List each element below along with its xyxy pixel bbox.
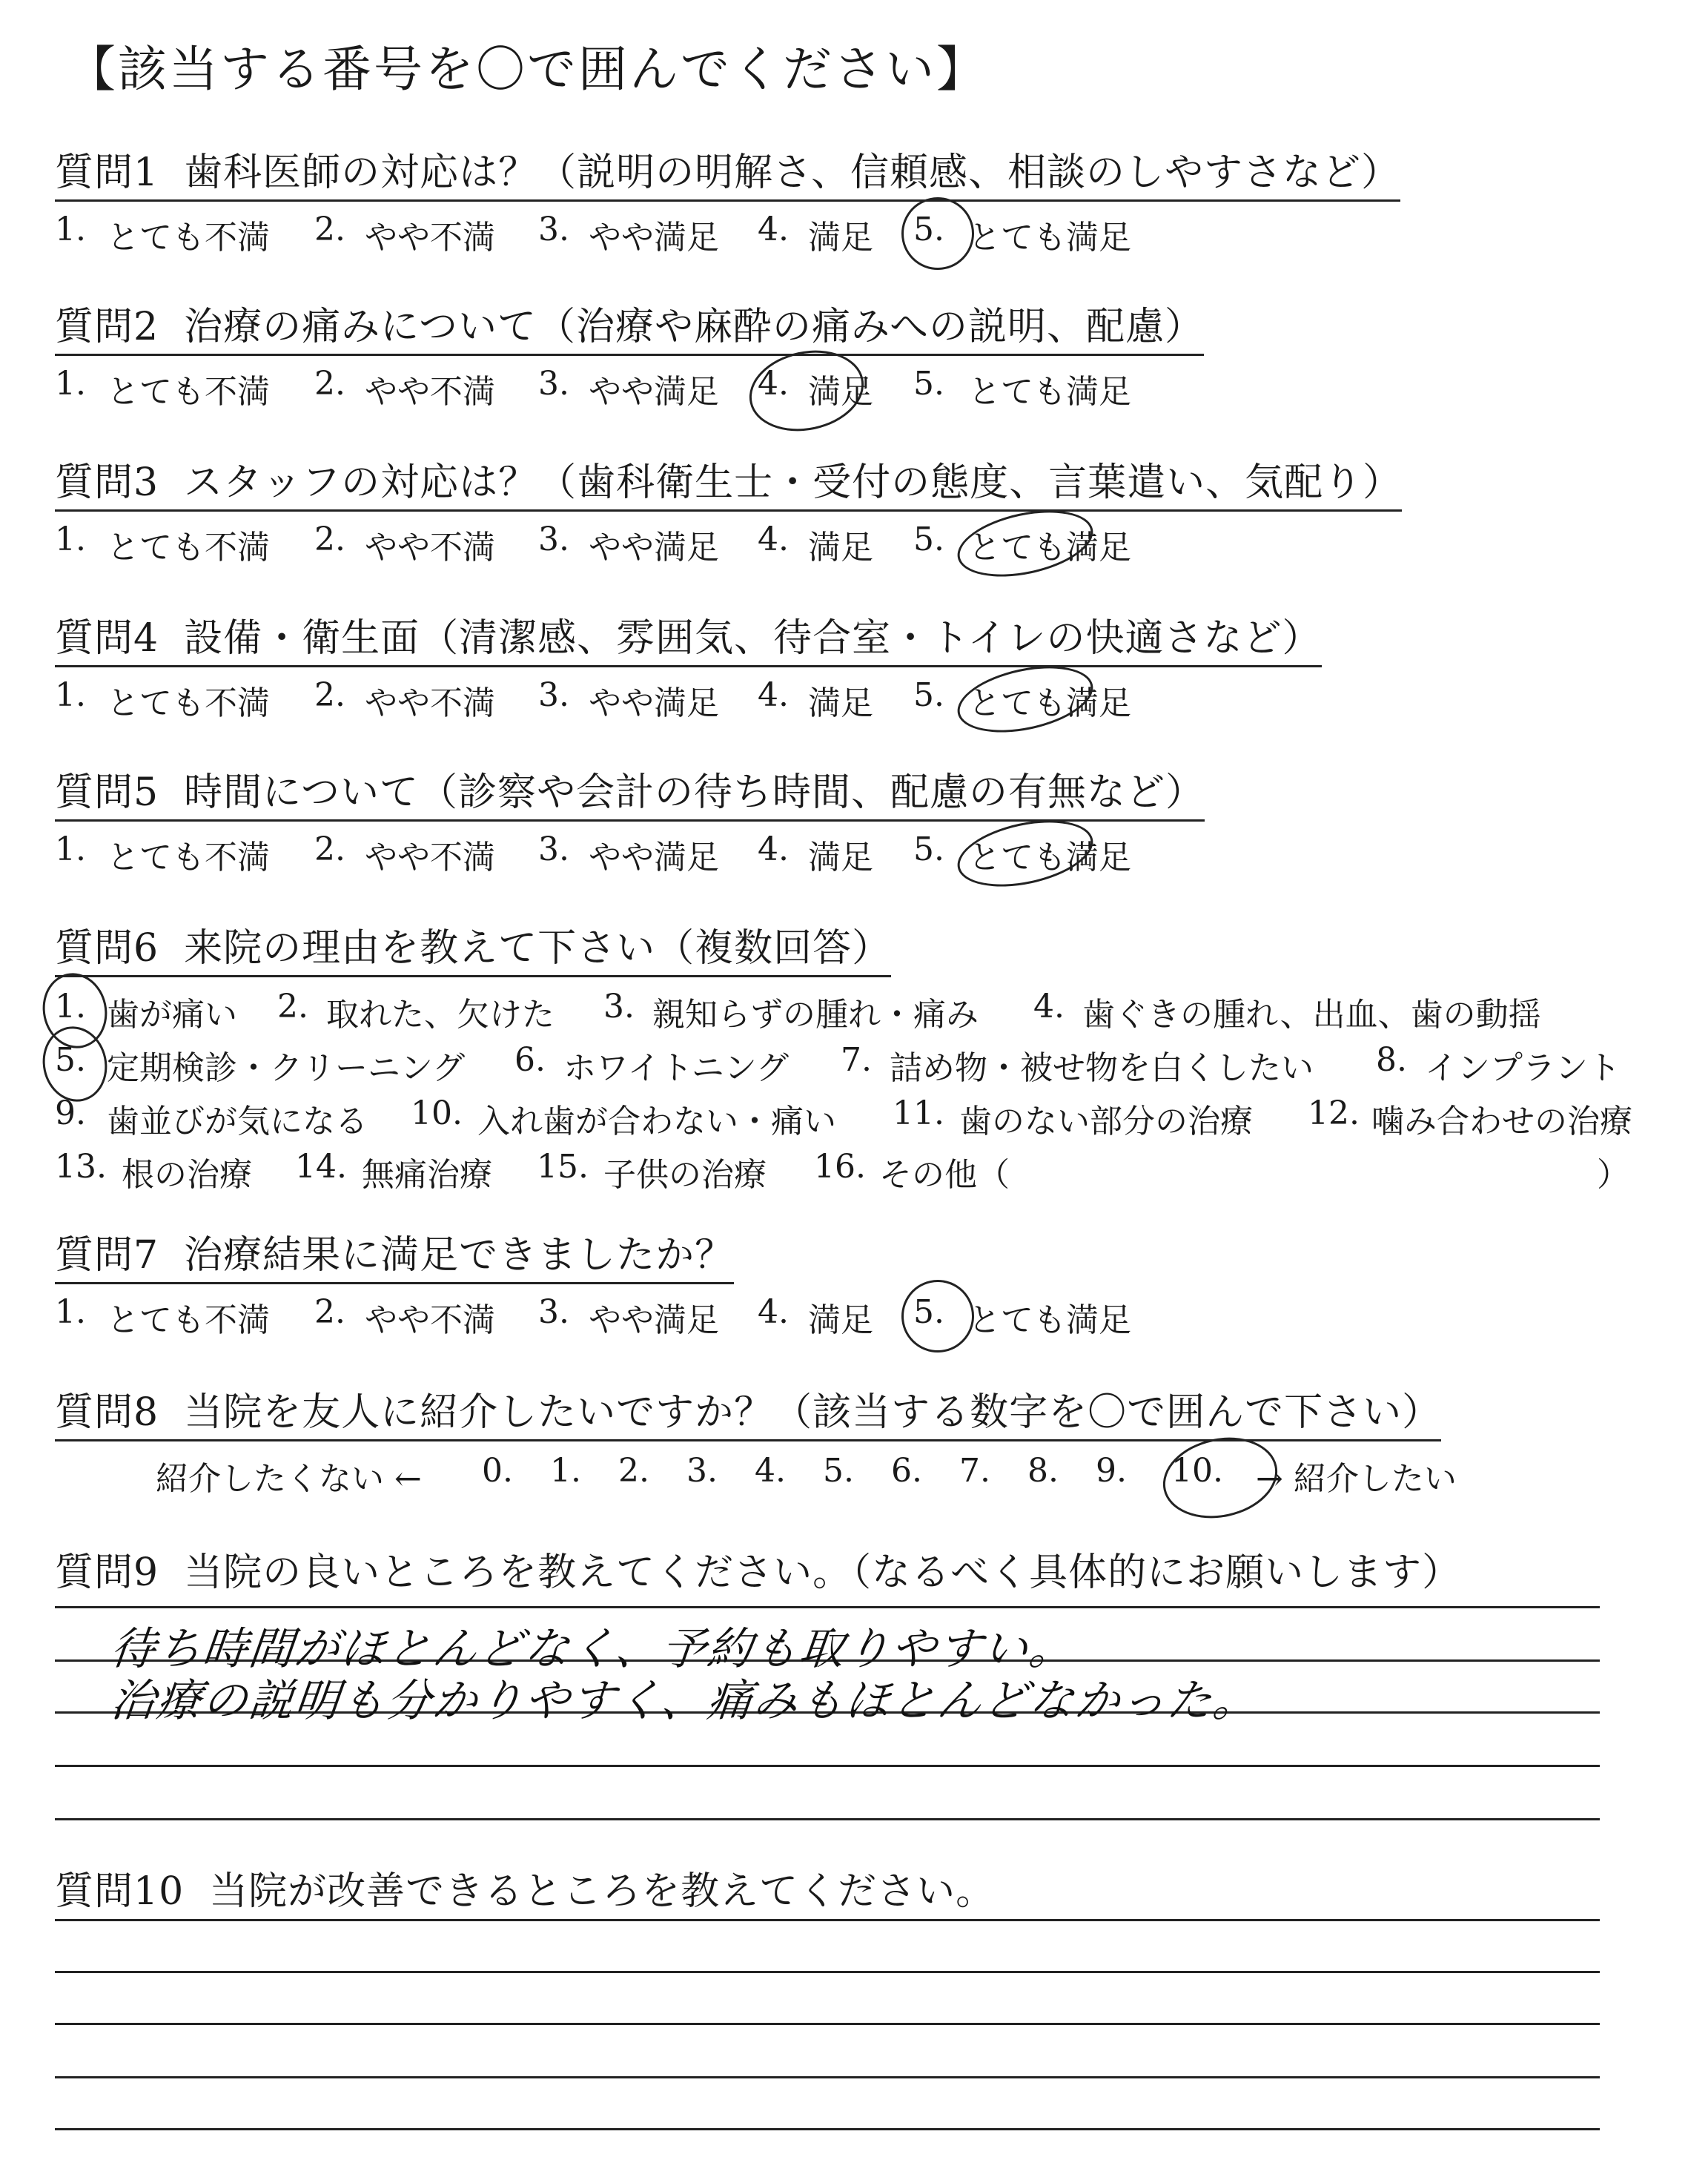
option-3-num[interactable]: 3. xyxy=(538,1293,569,1331)
scale-0[interactable]: 0. xyxy=(482,1452,513,1490)
option-5-num-circled[interactable]: 5. xyxy=(913,1293,944,1331)
option-5-num-circled[interactable]: 5. xyxy=(913,211,944,248)
option-5-label-circled[interactable]: とても満足 xyxy=(968,830,1131,878)
reason-10-label[interactable]: 入れ歯が合わない・痛い xyxy=(477,1103,836,1140)
question-2-options[interactable] xyxy=(55,365,1204,411)
option-2-num[interactable]: 2. xyxy=(314,676,345,714)
option-4-label[interactable]: 満足 xyxy=(808,219,873,257)
scale-6[interactable]: 6. xyxy=(891,1452,922,1490)
question-3-text: スタッフの対応は？（歯科衛生士・受付の態度、言葉遣い、気配り） xyxy=(184,460,1403,505)
answer-line xyxy=(55,1765,1600,1767)
reason-row xyxy=(55,1094,1632,1148)
reason-16-num[interactable]: 16. xyxy=(814,1148,866,1186)
scale-5[interactable]: 5. xyxy=(823,1452,854,1490)
option-5-label[interactable]: とても満足 xyxy=(968,219,1131,257)
option-4-label[interactable]: 満足 xyxy=(808,684,873,722)
reason-4-num[interactable]: 4. xyxy=(1033,988,1065,1025)
reason-1-num-circled[interactable]: 1. xyxy=(55,988,86,1025)
question-7-options[interactable] xyxy=(55,1293,1131,1339)
reason-15-label[interactable]: 子供の治療 xyxy=(603,1156,767,1194)
question-5-options[interactable] xyxy=(55,830,1205,876)
option-5-label[interactable]: とても満足 xyxy=(968,1301,1131,1339)
option-3-label[interactable]: やや満足 xyxy=(589,373,719,411)
reason-14-num[interactable]: 14. xyxy=(295,1148,347,1186)
question-9-title xyxy=(55,1541,1461,1596)
option-1-num[interactable]: 1. xyxy=(55,676,86,714)
scale-8[interactable]: 8. xyxy=(1027,1452,1059,1490)
question-8-title xyxy=(55,1381,1441,1441)
question-10-text: 当院が改善できるところを教えてください。 xyxy=(209,1869,996,1914)
reason-9-num[interactable]: 9. xyxy=(55,1094,86,1132)
reason-16-label[interactable]: その他（ xyxy=(879,1156,1010,1194)
option-2-label[interactable]: やや不満 xyxy=(365,529,495,567)
option-3-label[interactable]: やや満足 xyxy=(589,1301,719,1339)
question-4-number: 質問4 xyxy=(55,616,159,661)
option-1-num[interactable]: 1. xyxy=(55,365,86,403)
option-1-label[interactable]: とても不満 xyxy=(107,219,270,257)
scale-right-label: → 紹介したい xyxy=(1256,1460,1457,1498)
reason-8-label[interactable]: インプラント xyxy=(1425,1049,1621,1087)
option-4-num[interactable]: 4. xyxy=(758,676,789,714)
question-6-options[interactable] xyxy=(55,988,1632,1201)
recommend-scale[interactable] xyxy=(55,1452,1457,1498)
scale-10-circled[interactable]: 10. xyxy=(1171,1452,1223,1490)
option-4-num[interactable]: 4. xyxy=(758,1293,789,1331)
question-8-text: 当院を友人に紹介したいですか？（該当する数字を〇で囲んで下さい） xyxy=(184,1390,1442,1435)
option-1-num[interactable]: 1. xyxy=(55,830,86,868)
option-4-num[interactable]: 4. xyxy=(758,521,789,558)
reason-3-num[interactable]: 3. xyxy=(603,988,635,1025)
reason-2-num[interactable]: 2. xyxy=(277,988,308,1025)
answer-line xyxy=(55,1606,1600,1608)
option-2-label[interactable]: やや不満 xyxy=(365,839,495,876)
question-8 xyxy=(55,1381,1457,1498)
option-4-label[interactable]: 満足 xyxy=(808,839,873,876)
option-3-num[interactable]: 3. xyxy=(538,211,569,248)
question-3-title xyxy=(55,451,1402,512)
scale-1[interactable]: 1. xyxy=(550,1452,581,1490)
reason-10-num[interactable]: 10. xyxy=(411,1094,463,1132)
answer-line xyxy=(55,2023,1600,2025)
question-5-text: 時間について（診察や会計の待ち時間、配慮の有無など） xyxy=(184,770,1205,815)
question-6-title xyxy=(55,916,891,977)
question-2-title xyxy=(55,295,1204,356)
option-3-label[interactable]: やや満足 xyxy=(589,529,719,567)
reason-7-label[interactable]: 詰め物・被せ物を白くしたい xyxy=(890,1049,1314,1087)
question-6 xyxy=(55,916,1632,1201)
question-10 xyxy=(55,1860,995,1915)
reason-15-num[interactable]: 15. xyxy=(537,1148,589,1186)
scale-4[interactable]: 4. xyxy=(755,1452,786,1490)
option-4-num[interactable]: 4. xyxy=(758,211,789,248)
question-10-title xyxy=(55,1860,995,1915)
option-2-label[interactable]: やや不満 xyxy=(365,1301,495,1339)
option-1-label[interactable]: とても不満 xyxy=(107,1301,270,1339)
question-4 xyxy=(55,607,1322,722)
reason-row xyxy=(55,1148,1629,1201)
reason-4-label[interactable]: 歯ぐきの腫れ、出血、歯の動揺 xyxy=(1082,996,1541,1034)
question-10-number: 質問10 xyxy=(55,1869,185,1914)
handwritten-answer-line-2: 治療の説明も分かりやすく、痛みもほとんどなかった。 xyxy=(107,1675,1262,1727)
question-8-number: 質問8 xyxy=(55,1390,159,1435)
option-5-num[interactable]: 5. xyxy=(913,365,944,403)
reason-3-label[interactable]: 親知らずの腫れ・痛み xyxy=(652,996,979,1034)
question-3-options[interactable] xyxy=(55,521,1402,567)
reason-7-num[interactable]: 7. xyxy=(841,1041,872,1079)
scale-left-label: 紹介したくない ← xyxy=(156,1460,422,1498)
question-4-title xyxy=(55,607,1322,667)
scale-9[interactable]: 9. xyxy=(1096,1452,1127,1490)
option-2-label[interactable]: やや不満 xyxy=(365,373,495,411)
option-4-num-circled[interactable]: 4. xyxy=(758,365,789,403)
reason-5-num-circled[interactable]: 5. xyxy=(55,1041,86,1079)
option-3-label[interactable]: やや満足 xyxy=(589,219,719,257)
option-3-num[interactable]: 3. xyxy=(538,365,569,403)
question-4-options[interactable] xyxy=(55,676,1322,722)
reason-row xyxy=(55,1041,1621,1094)
question-1-options[interactable] xyxy=(55,211,1400,257)
option-5-label-circled[interactable]: とても満足 xyxy=(968,676,1131,724)
option-1-num[interactable]: 1. xyxy=(55,521,86,558)
question-5-title xyxy=(55,761,1205,822)
reason-13-label[interactable]: 根の治療 xyxy=(122,1156,252,1194)
reason-row xyxy=(55,988,1541,1041)
question-1-number: 質問1 xyxy=(55,151,159,195)
handwritten-answer-line-1: 待ち時間がほとんどなく、予約も取りやすい。 xyxy=(107,1623,1078,1675)
reason-2-label[interactable]: 取れた、欠けた xyxy=(326,996,555,1034)
question-5 xyxy=(55,761,1205,876)
question-2-text: 治療の痛みについて（治療や麻酔の痛みへの説明、配慮） xyxy=(184,305,1205,349)
question-6-text: 来院の理由を教えて下さい（複数回答） xyxy=(184,926,892,971)
question-10-answer-area[interactable] xyxy=(55,1919,1600,2141)
option-5-label-circled[interactable]: とても満足 xyxy=(968,521,1131,568)
other-close-paren: ） xyxy=(1597,1156,1629,1194)
reason-11-label[interactable]: 歯のない部分の治療 xyxy=(959,1103,1253,1140)
scale-2[interactable]: 2. xyxy=(618,1452,649,1490)
reason-12-num[interactable]: 12. xyxy=(1308,1094,1360,1132)
option-2-num[interactable]: 2. xyxy=(314,1293,345,1331)
reason-5-label[interactable]: 定期検診・クリーニング xyxy=(107,1049,466,1087)
reason-6-num[interactable]: 6. xyxy=(514,1041,546,1079)
scale-3[interactable]: 3. xyxy=(686,1452,718,1490)
question-1-text: 歯科医師の対応は？（説明の明解さ、信頼感、相談のしやすさなど） xyxy=(184,151,1401,195)
question-2-number: 質問2 xyxy=(55,305,159,349)
option-3-num[interactable]: 3. xyxy=(538,521,569,558)
reason-8-num[interactable]: 8. xyxy=(1376,1041,1407,1079)
question-3 xyxy=(55,451,1403,567)
option-2-num[interactable]: 2. xyxy=(314,211,345,248)
option-4-label[interactable]: 満足 xyxy=(808,1301,873,1339)
option-1-label[interactable]: とても不満 xyxy=(107,373,270,411)
option-5-label[interactable]: とても満足 xyxy=(968,373,1131,411)
question-3-number: 質問3 xyxy=(55,460,159,505)
reason-14-label[interactable]: 無痛治療 xyxy=(362,1156,492,1194)
reason-11-num[interactable]: 11. xyxy=(893,1094,944,1132)
form-title: 【該当する番号を〇で囲んでください】 xyxy=(67,41,987,98)
question-1 xyxy=(55,141,1401,257)
question-1-title xyxy=(55,141,1400,202)
option-2-num[interactable]: 2. xyxy=(314,521,345,558)
option-3-num[interactable]: 3. xyxy=(538,830,569,868)
option-2-num[interactable]: 2. xyxy=(314,365,345,403)
option-1-num[interactable]: 1. xyxy=(55,211,86,248)
option-4-num[interactable]: 4. xyxy=(758,830,789,868)
option-1-label[interactable]: とても不満 xyxy=(107,684,270,722)
option-2-num[interactable]: 2. xyxy=(314,830,345,868)
answer-line xyxy=(55,2128,1600,2130)
reason-1-label[interactable]: 歯が痛い xyxy=(107,996,237,1034)
option-5-num[interactable]: 5. xyxy=(913,830,944,868)
option-5-num[interactable]: 5. xyxy=(913,521,944,558)
question-7-text: 治療結果に満足できましたか？ xyxy=(184,1233,735,1278)
reason-13-num[interactable]: 13. xyxy=(55,1148,107,1186)
answer-line xyxy=(55,1818,1600,1820)
option-1-label[interactable]: とても不満 xyxy=(107,839,270,876)
question-7-title xyxy=(55,1223,734,1284)
question-6-number: 質問6 xyxy=(55,926,159,971)
option-3-label[interactable]: やや満足 xyxy=(589,684,719,722)
option-5-num[interactable]: 5. xyxy=(913,676,944,714)
question-4-text: 設備・衛生面（清潔感、雰囲気、待合室・トイレの快適さなど） xyxy=(184,616,1322,661)
question-2 xyxy=(55,295,1205,411)
option-2-label[interactable]: やや不満 xyxy=(365,219,495,257)
option-1-label[interactable]: とても不満 xyxy=(107,529,270,567)
option-4-label[interactable]: 満足 xyxy=(808,529,873,567)
option-3-num[interactable]: 3. xyxy=(538,676,569,714)
question-7-number: 質問7 xyxy=(55,1233,159,1278)
option-3-label[interactable]: やや満足 xyxy=(589,839,719,876)
answer-line xyxy=(55,2076,1600,2078)
question-9 xyxy=(55,1541,1461,1596)
answer-line xyxy=(55,1971,1600,1973)
reason-9-label[interactable]: 歯並びが気になる xyxy=(107,1103,368,1140)
question-7 xyxy=(55,1223,1131,1339)
option-1-num[interactable]: 1. xyxy=(55,1293,86,1331)
answer-line xyxy=(55,1919,1600,1921)
reason-6-label[interactable]: ホワイトニング xyxy=(563,1049,790,1087)
question-9-text: 当院の良いところを教えてください。（なるべく具体的にお願いします） xyxy=(184,1550,1462,1595)
question-5-number: 質問5 xyxy=(55,770,159,815)
option-4-label[interactable]: 満足 xyxy=(808,373,873,411)
question-9-number: 質問9 xyxy=(55,1550,159,1595)
option-2-label[interactable]: やや不満 xyxy=(365,684,495,722)
reason-12-label[interactable]: 噛み合わせの治療 xyxy=(1371,1103,1632,1140)
scale-7[interactable]: 7. xyxy=(959,1452,990,1490)
